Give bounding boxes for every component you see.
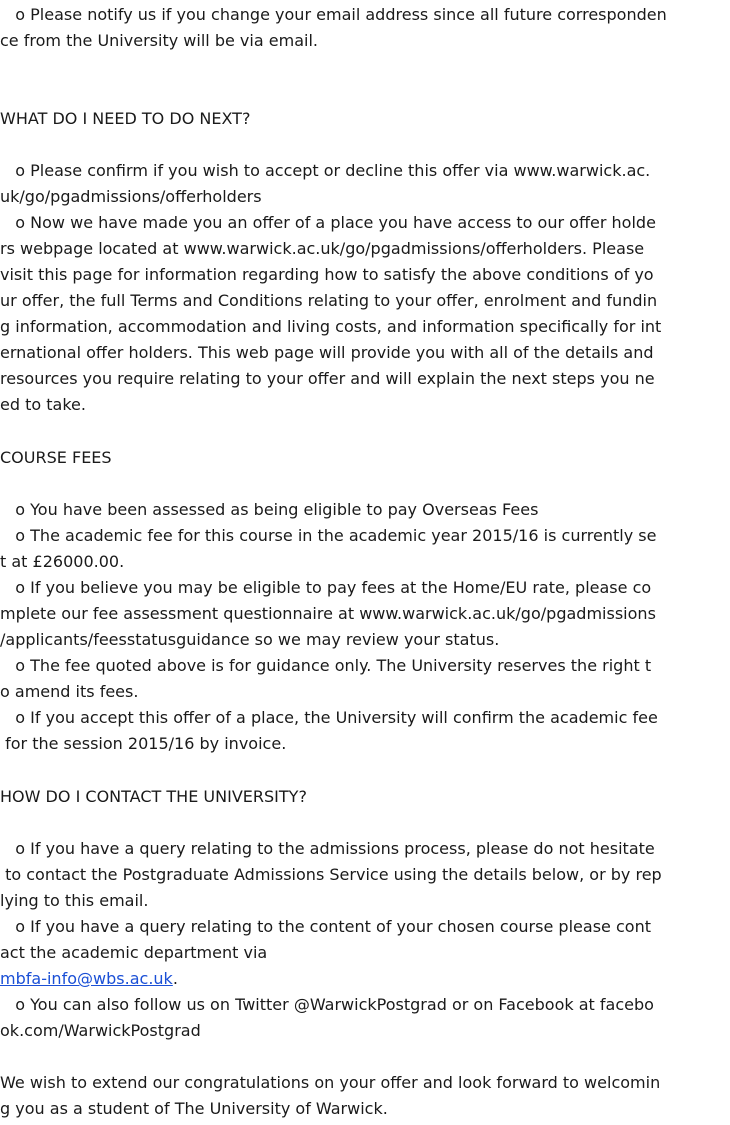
- text-line: o If you have a query relating to the admissions process, please do not hesitate: [0, 839, 655, 858]
- text-line: resources you require relating to your offer and will explain the next steps you ne: [0, 369, 655, 388]
- text-line: g you as a student of The University of Warwick.: [0, 1099, 388, 1118]
- text-line: g information, accommodation and living costs, and information specifically for int: [0, 317, 662, 336]
- text-line: mplete our fee assessment questionnaire at www.warwick.ac.uk/go/pgadmissions: [0, 604, 656, 623]
- text-line: o Now we have made you an offer of a place you have access to our offer holde: [0, 213, 656, 232]
- text-line: act the academic department via: [0, 943, 268, 962]
- text-line: o The fee quoted above is for guidance only. The University reserves the right t: [0, 656, 652, 675]
- text-line: visit this page for information regarding how to satisfy the above conditions of yo: [0, 265, 654, 284]
- text-line: t at £26000.00.: [0, 552, 125, 571]
- text-line: o You can also follow us on Twitter @WarwickPostgrad or on Facebook at facebo: [0, 995, 654, 1014]
- text-line: uk/go/pgadmissions/offerholders: [0, 187, 262, 206]
- text-line: ce from the University will be via email.: [0, 31, 318, 50]
- email-link[interactable]: mbfa-info@wbs.ac.uk: [0, 969, 173, 988]
- text-line: o If you believe you may be eligible to pay fees at the Home/EU rate, please co: [0, 578, 652, 597]
- text-line: o Please notify us if you change your email address since all future corresponden: [0, 5, 667, 24]
- section-heading: COURSE FEES: [0, 448, 112, 467]
- text-line: We wish to extend our congratulations on your offer and look forward to welcomin: [0, 1073, 661, 1092]
- text-line: rs webpage located at www.warwick.ac.uk/go/pgadmissions/offerholders. Please: [0, 239, 645, 258]
- text-line: o If you accept this offer of a place, the University will confirm the academic fee: [0, 708, 658, 727]
- section-heading: HOW DO I CONTACT THE UNIVERSITY?: [0, 787, 307, 806]
- email-link-line: [0, 966, 722, 992]
- text-line: o Please confirm if you wish to accept or decline this offer via www.warwick.ac.: [0, 161, 651, 180]
- text-line: ok.com/WarwickPostgrad: [0, 1021, 201, 1040]
- text-line: lying to this email.: [0, 891, 149, 910]
- text-line: .: [172, 969, 178, 988]
- text-line: o You have been assessed as being eligible to pay Overseas Fees: [0, 500, 539, 519]
- text-line: o amend its fees.: [0, 682, 139, 701]
- text-line: /applicants/feesstatusguidance so we may review your status.: [0, 630, 500, 649]
- text-line: to contact the Postgraduate Admissions Service using the details below, or by rep: [0, 865, 662, 884]
- text-line: ed to take.: [0, 395, 86, 414]
- text-line: o If you have a query relating to the content of your chosen course please cont: [0, 917, 651, 936]
- text-line: ur offer, the full Terms and Conditions relating to your offer, enrolment and fundin: [0, 291, 658, 310]
- section-heading: WHAT DO I NEED TO DO NEXT?: [0, 109, 251, 128]
- text-line: ernational offer holders. This web page will provide you with all of the details and: [0, 343, 654, 362]
- text-line: for the session 2015/16 by invoice.: [0, 734, 287, 753]
- text-line: o The academic fee for this course in the academic year 2015/16 is currently se: [0, 526, 657, 545]
